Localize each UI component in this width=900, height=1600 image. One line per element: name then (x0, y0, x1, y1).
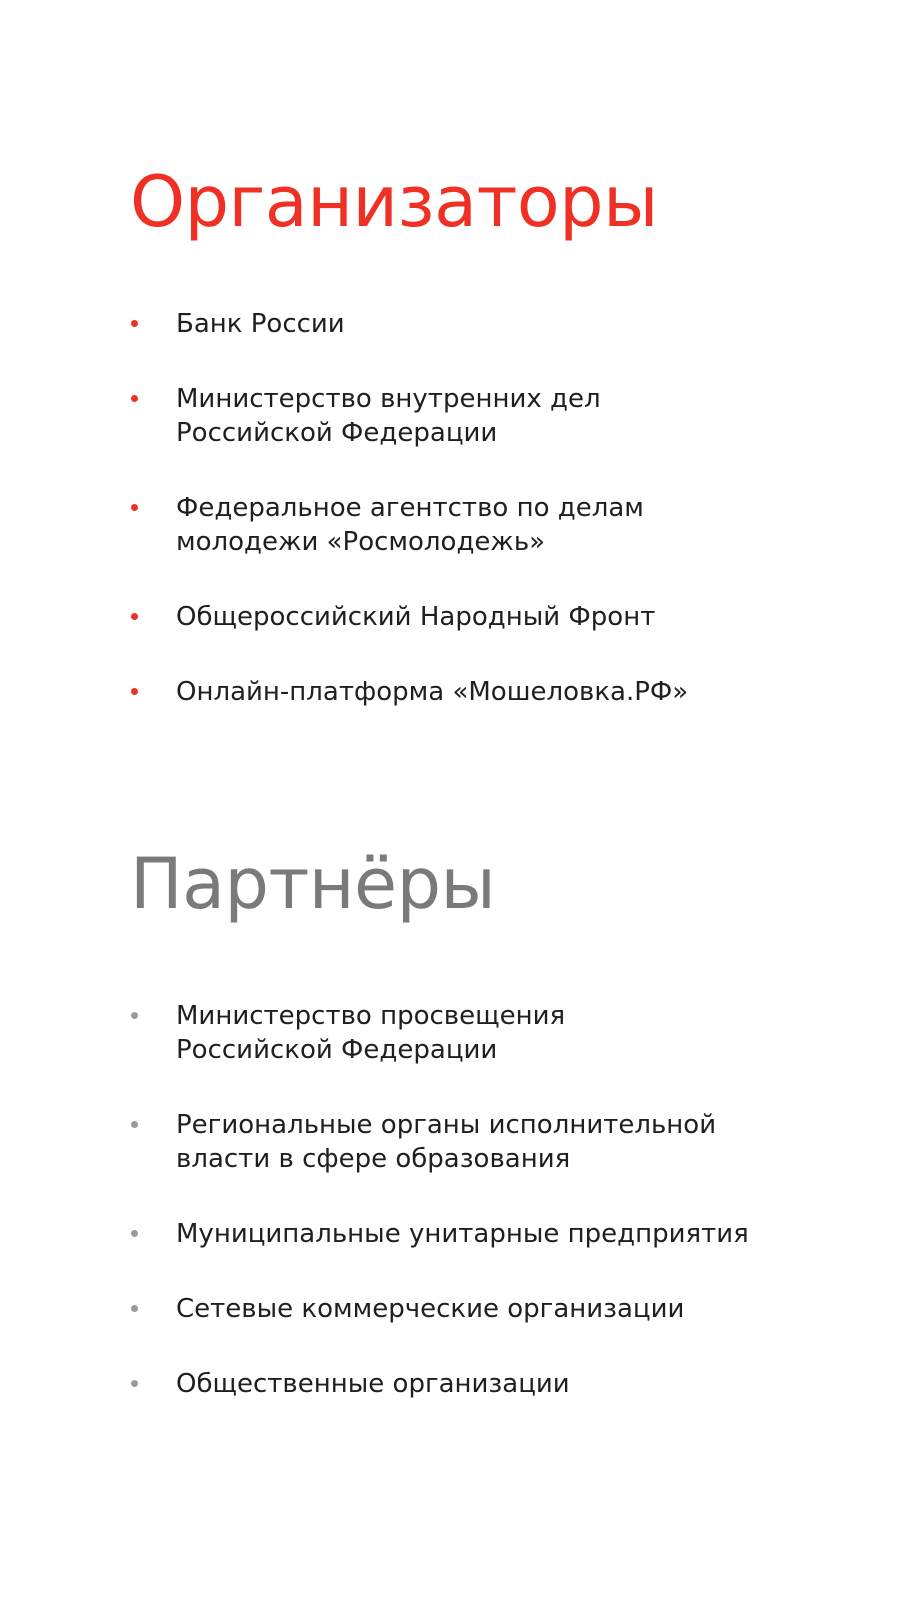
list-item-text: Российской Федерации (176, 418, 498, 448)
list-item-text: Банк России (176, 309, 345, 339)
list-item (130, 1367, 810, 1401)
bullet-icon (131, 1230, 138, 1237)
list-item-text: Российской Федерации (176, 1035, 498, 1065)
list-item-text: Общероссийский Народный Фронт (176, 602, 656, 632)
list-item (130, 491, 810, 559)
list-item-text: Федеральное агентство по делам (176, 493, 644, 523)
list-item (130, 1108, 810, 1176)
bullet-icon (131, 1012, 138, 1019)
list-item-text: молодежи «Росмолодежь» (176, 527, 546, 557)
bullet-icon (131, 688, 138, 695)
bullet-icon (131, 613, 138, 620)
organizers-title: Организаторы (130, 161, 658, 243)
list-item-text: Онлайн-платформа «Мошеловка.РФ» (176, 677, 689, 707)
list-item-text: Сетевые коммерческие организации (176, 1294, 685, 1324)
list-item (130, 1292, 810, 1326)
partners-section (130, 842, 810, 1442)
list-item (130, 600, 810, 634)
organizers-section (130, 160, 810, 750)
bullet-icon (131, 1380, 138, 1387)
list-item-text: власти в сфере образования (176, 1144, 571, 1174)
partners-list (130, 999, 810, 1401)
list-item-text: Региональные органы исполнительной (176, 1110, 717, 1140)
list-item (130, 675, 810, 709)
list-item (130, 307, 810, 341)
list-item (130, 1217, 810, 1251)
list-item-text: Министерство просвещения (176, 1001, 566, 1031)
bullet-icon (131, 504, 138, 511)
bullet-icon (131, 1305, 138, 1312)
bullet-icon (131, 320, 138, 327)
bullet-icon (131, 1121, 138, 1128)
partners-title: Партнёры (130, 843, 496, 925)
list-item-text: Муниципальные унитарные предприятия (176, 1219, 749, 1249)
list-item (130, 382, 810, 450)
list-item-text: Министерство внутренних дел (176, 384, 601, 414)
organizers-list (130, 307, 810, 709)
list-item (130, 999, 810, 1067)
list-item-text: Общественные организации (176, 1369, 570, 1399)
bullet-icon (131, 395, 138, 402)
